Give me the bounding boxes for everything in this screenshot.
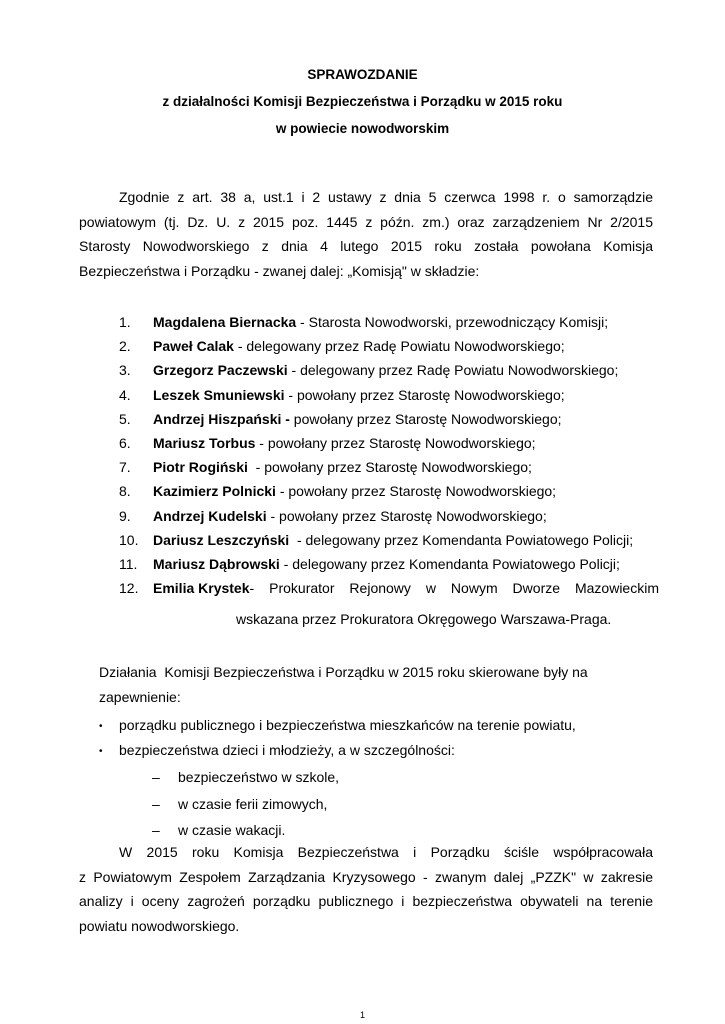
sub-bullet-text: w czasie wakacji. [178, 822, 286, 838]
member-item [119, 358, 659, 382]
member-item [119, 576, 659, 600]
member-name: Kazimierz Polnicki [153, 483, 276, 500]
activities-bullet-list [99, 713, 576, 763]
activities-line: zapewnienie: [99, 688, 181, 705]
member-role: - powołany przez Starostę Nowodworskiego; [275, 483, 557, 500]
member-role: - powołany przez Starostę Nowodworskiego; [284, 386, 565, 403]
member-name: Piotr Rogiński [153, 459, 248, 476]
member-number: 1. [119, 314, 131, 330]
sub-bullet-text: w czasie ferii zimowych, [178, 795, 328, 812]
member-name: Andrzej Kudelski [153, 507, 267, 524]
cooperation-line: powiatu nowodworskiego. [79, 917, 240, 934]
cooperation-paragraph [79, 840, 653, 938]
member-name: Andrzej Hiszpański - [153, 410, 290, 427]
member-number: 7. [119, 459, 131, 476]
sub-bullet-item [152, 764, 339, 791]
member-role: - delegowany przez Komendanta Powiatowego Policji; [279, 555, 620, 572]
member-number: 8. [119, 483, 131, 500]
member-item [119, 383, 659, 407]
member-name: Emilia Krystek [153, 580, 250, 597]
bullet-text: porządku publicznego i bezpieczeństwa mieszkańców na terenie powiatu, [119, 717, 576, 733]
member-role: - powołany przez Starostę Nowodworskiego; [255, 434, 536, 451]
bullet-icon: • [99, 745, 103, 757]
cooperation-line: z Powiatowym Zespołem Zarządzania Kryzysowego - zwanym dalej „PZZK" w zakresie [79, 868, 653, 885]
member-role: - delegowany przez Radę Powiatu Nowodworskiego; [287, 362, 619, 379]
member-name: Mariusz Dąbrowski [153, 555, 280, 572]
cooperation-line: analizy i oceny zagrożeń porządku publicznego i bezpieczeństwa obywateli na terenie [79, 893, 653, 909]
member-role: - Starosta Nowodworski, przewodniczący Komisji; [296, 314, 609, 330]
member-role: - delegowany przez Komendanta Powiatowego Policji; [289, 531, 634, 548]
member-number: 3. [119, 362, 131, 379]
member-role-continuation: wskazana przez Prokuratora Okręgowego Warszawa-Praga. [236, 611, 612, 627]
member-role: - powołany przez Starostę Nowodworskiego; [247, 459, 532, 476]
intro-line: powiatowym (tj. Dz. U. z 2015 poz. 1445 z późn. zm.) oraz zarządzeniem Nr 2/2015 [79, 213, 653, 230]
member-number: 4. [119, 386, 131, 403]
member-role: - Prokurator Rejonowy w Nowym Dworze Mazowieckim [249, 580, 659, 597]
member-name: Paweł Calak [153, 338, 234, 355]
intro-line: Zgodnie z art. 38 a, ust.1 i 2 ustawy z dnia 5 czerwca 1998 r. o samorządzie [119, 189, 653, 205]
member-item [119, 310, 659, 334]
member-role: powołany przez Starostę Nowodworskiego; [289, 410, 562, 427]
sub-bullet-item [152, 791, 339, 818]
intro-line: Starosty Nowodworskiego z dnia 4 lutego 2015 roku została powołana Komisja [79, 238, 653, 254]
document-title: SPRAWOZDANIE [307, 67, 418, 82]
member-name: Leszek Smuniewski [153, 386, 285, 403]
commission-members-list [119, 310, 659, 600]
member-number: 2. [119, 338, 131, 355]
member-number: 10. [119, 531, 139, 548]
member-item [119, 407, 659, 431]
cooperation-line: W 2015 roku Komisja Bezpieczeństwa i Porządku ściśle współpracowała [119, 844, 653, 860]
document-subtitle: z działalności Komisji Bezpieczeństwa i Porządku w 2015 roku [162, 94, 563, 109]
member-item [119, 528, 659, 552]
member-name: Grzegorz Paczewski [153, 362, 288, 379]
member-item [119, 334, 659, 358]
member-number: 6. [119, 434, 131, 451]
member-item [119, 455, 659, 479]
member-item [119, 504, 659, 528]
intro-paragraph [79, 185, 653, 283]
intro-line: Bezpieczeństwa i Porządku - zwanej dalej: „Komisją" w składzie: [79, 262, 480, 279]
dash-icon: – [152, 822, 160, 838]
sub-bullet-list [152, 764, 339, 844]
member-item [119, 479, 659, 503]
page-number: 1 [359, 1010, 365, 1020]
member-name: Mariusz Torbus [153, 434, 256, 451]
member-item [119, 431, 659, 455]
bullet-text: bezpieczeństwa dzieci i młodzieży, a w szczególności: [119, 742, 455, 758]
bullet-icon: • [99, 720, 103, 732]
document-subtitle-location: w powiecie nowodworskim [275, 121, 450, 136]
member-name: Dariusz Leszczyński [153, 531, 290, 548]
member-name: Magdalena Biernacka [153, 314, 297, 330]
member-number: 11. [119, 555, 138, 572]
bullet-item [99, 713, 576, 738]
member-role: - delegowany przez Radę Powiatu Nowodworskiego; [233, 338, 565, 355]
activities-line: Działania Komisji Bezpieczeństwa i Porządku w 2015 roku skierowane były na [99, 664, 588, 680]
member-role: - powołany przez Starostę Nowodworskiego; [266, 507, 547, 524]
member-number: 9. [119, 507, 131, 524]
member-number: 5. [119, 410, 131, 427]
activities-intro [99, 660, 588, 709]
bullet-item [99, 738, 576, 763]
member-number: 12. [119, 580, 139, 597]
dash-icon: – [152, 795, 160, 812]
dash-icon: – [152, 769, 160, 785]
sub-bullet-text: bezpieczeństwo w szkole, [178, 769, 340, 785]
member-item [119, 552, 659, 576]
